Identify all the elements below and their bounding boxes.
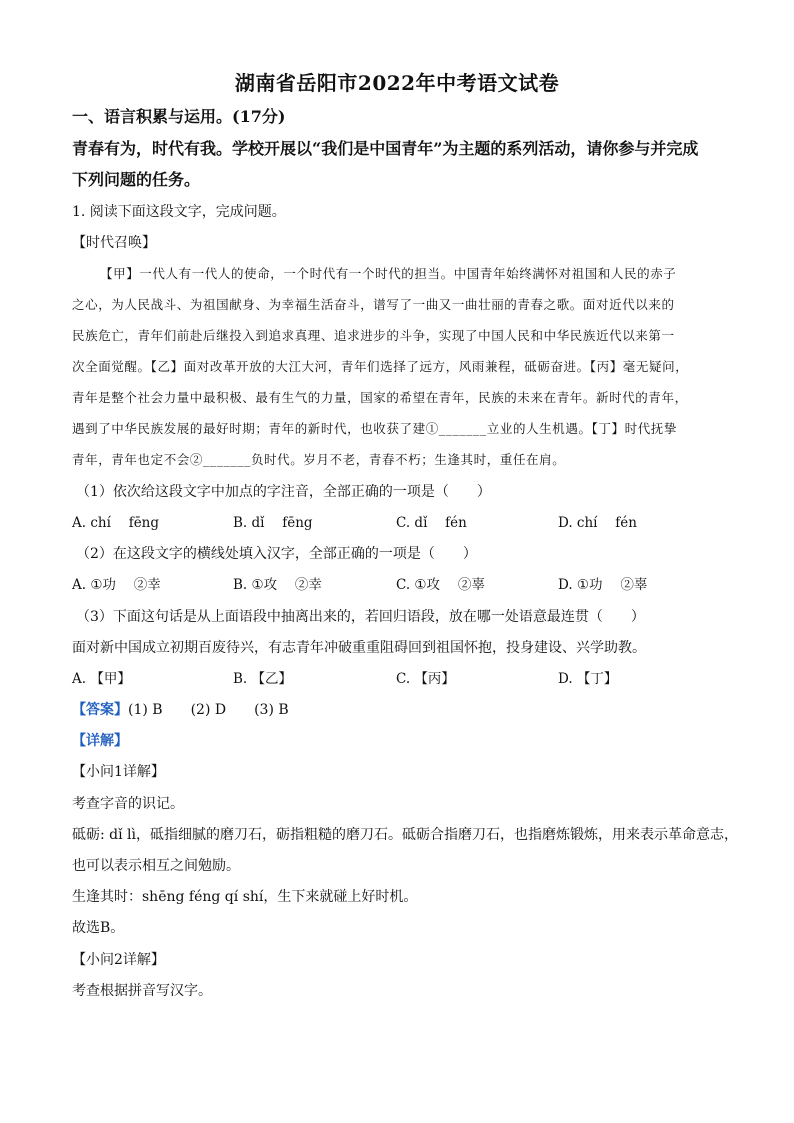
passage-line: 民族危亡，青年们前赴后继投入到追求真理、追求进步的斗争，实现了中国人民和中华民族近代以来第一 — [72, 328, 675, 343]
passage-line: 之心，为人民战斗、为祖国献身、为幸福生活奋斗，谱写了一曲又一曲壮丽的青春之歌。面对近代以来的 — [72, 297, 675, 312]
extracted-sentence: 面对新中国成立初期百废待兴，有志青年冲破重重阻碍回到祖国怀抱，投身建设、兴学助教。 — [72, 640, 646, 656]
q2-detail-heading: 【小问2详解】 — [72, 952, 165, 968]
intro-line-1: 青春有为，时代有我。学校开展以“我们是中国青年”为主题的系列活动，请你参与并完成 — [72, 139, 699, 158]
q1-detail-heading: 【小问1详解】 — [72, 764, 165, 780]
detail-line: 生逢其时：shēng féng qí shí，生下来就碰上好时机。 — [72, 889, 418, 905]
detail-line: 故选B。 — [72, 920, 125, 936]
passage-line: 【甲】一代人有一代人的使命，一个时代有一个时代的担当。中国青年始终满怀对祖国和人民的赤子 — [100, 266, 677, 281]
passage-line: 遇到了中华民族发展的最好时期；青年的新时代，也收获了建①_______立业的人生机遇。【丁】时代抚挚 — [72, 421, 678, 436]
section-label: 【时代召唤】 — [72, 235, 156, 251]
sub-question-1: （1）依次给这段文字中加点的字注音，全部正确的一项是（ ） — [76, 484, 491, 500]
passage-line: 次全面觉醒。【乙】面对改革开放的大江大河，青年们选择了远方，风雨兼程，砥砺奋进。【丙】毫无疑问， — [72, 359, 689, 374]
option-d: D. ①功 ②辜 — [558, 577, 648, 593]
option-d: D. chí fén — [558, 515, 637, 531]
detail-line: 砥砺: dǐ lì，砥指细腻的磨刀石，砺指粗糙的磨刀石。砥砺合指磨刀石，也指磨炼锻炼，用来表示革命意志， — [72, 827, 739, 843]
option-d: D. 【丁】 — [558, 671, 618, 687]
option-c: C. 【丙】 — [396, 671, 455, 687]
answer-text: (1) B (2) D (3) B — [128, 702, 289, 718]
detail-line: 考查根据拼音写汉字。 — [72, 983, 212, 999]
answer-row — [72, 700, 289, 720]
answer-label: 【答案】 — [72, 702, 128, 718]
option-a: A. ①功 ②幸 — [72, 577, 161, 593]
page-title: 湖南省岳阳市2022年中考语文试卷 — [234, 71, 560, 95]
option-b: B. ①攻 ②幸 — [233, 577, 322, 593]
passage-line: 青年是整个社会力量中最积极、最有生气的力量，国家的希望在青年，民族的未来在青年。新时代的青年， — [72, 390, 688, 405]
option-a: A. 【甲】 — [72, 671, 131, 687]
detail-line: 考查字音的识记。 — [72, 796, 184, 812]
passage-line: 青年，青年也定不会②_______负时代。岁月不老，青春不朽；生逢其时，重任在肩。 — [72, 452, 566, 467]
detail-label: 【详解】 — [72, 733, 128, 749]
sub-question-3: （3）下面这句话是从上面语段中抽离出来的，若回归语段，放在哪一处语意最连贯（ ） — [76, 609, 645, 625]
option-c: C. ①攻 ②辜 — [396, 577, 485, 593]
option-b: B. 【乙】 — [233, 671, 293, 687]
question-1-stem: 1. 阅读下面这段文字，完成问题。 — [72, 204, 286, 220]
option-c: C. dǐ fén — [396, 515, 467, 531]
option-b: B. dǐ fēng — [233, 515, 313, 531]
section-heading: 一、语言积累与运用。(17分) — [72, 107, 286, 126]
sub-question-2: （2）在这段文字的横线处填入汉字，全部正确的一项是（ ） — [76, 546, 477, 562]
intro-line-2: 下列问题的任务。 — [72, 170, 201, 189]
option-a: A. chí fēng — [72, 515, 160, 531]
detail-line: 也可以表示相互之间勉励。 — [72, 858, 240, 874]
